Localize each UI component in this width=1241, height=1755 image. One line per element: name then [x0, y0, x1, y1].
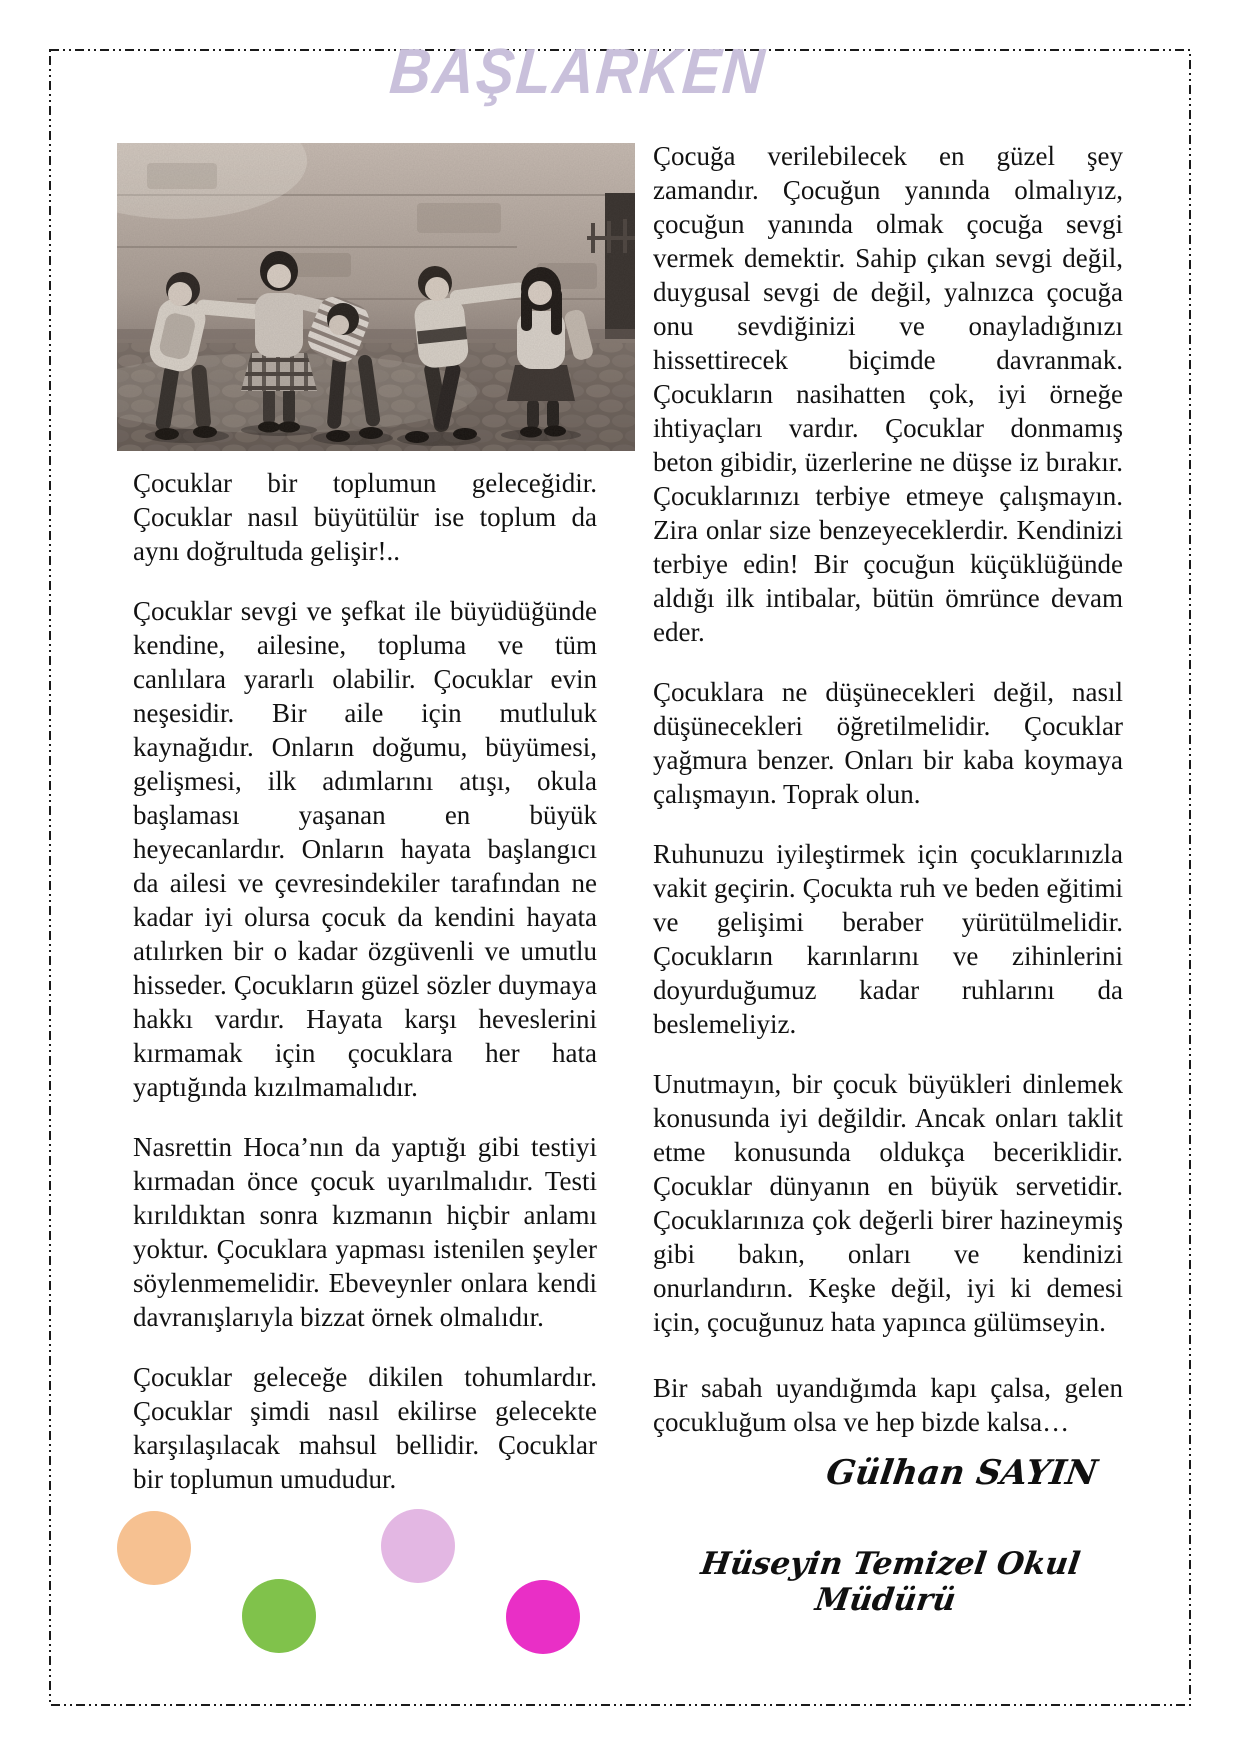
right-column [653, 139, 1123, 1465]
left-column [133, 466, 597, 1522]
principal-signature: Hüseyin Temizel Okul Müdürü [698, 1546, 1083, 1618]
decor-circle-orchid [381, 1509, 455, 1583]
page-title [0, 36, 1241, 108]
left-paragraph-1: Çocuklar bir toplumun geleceğidir. Çocuklar nasıl büyütülür ise toplum da aynı doğrultuda gelişir!.. [133, 468, 597, 566]
left-paragraph-2: Çocuklar sevgi ve şefkat ile büyüdüğünde kendine, ailesine, topluma ve tüm canlılara yararlı olabilir. Çocuklar evin neşesidir. Bir aile için mutluluk kaynağıdır. Onların doğumu, büyümesi, gelişmesi, ilk adımlarını atışı, okula başlaması yaşanan en büyük heyecanlardır. Onların hayata başlangıcı da ailesi ve çevresindekiler tarafından ne kadar iyi olursa çocuk da kendini hayata atılırken bir o kadar özgüvenli ve umutlu hisseder. Çocukların güzel sözler duymaya hakkı vardır. Hayata karşı heveslerini kırmamak için çocuklara her hata yaptığında kızılmamalıdır. [133, 596, 597, 1102]
left-paragraph-4: Çocuklar geleceğe dikilen tohumlardır. Çocuklar şimdi nasıl ekilirse gelecekte karşılaşılacak mahsul bellidir. Çocuklar bir toplumun umududur. [133, 1362, 597, 1494]
children-photo [117, 143, 635, 451]
left-paragraph-3: Nasrettin Hoca’nın da yaptığı gibi testiyi kırmadan önce çocuk uyarılmalıdır. Testi kırıldıktan sonra kızmanın hiçbir anlamı yoktur. Çocuklara yapması istenilen şeyler söylenmemelidir. Ebeveynler onlara kendi davranışlarıyla bizzat örnek olmalıdır. [133, 1132, 597, 1332]
decor-circle-magenta [506, 1580, 580, 1654]
right-paragraph-3: Ruhunuzu iyileştirmek için çocuklarınızla vakit geçirin. Çocukta ruh ve beden eğitimi ve gelişimi beraber yürütülmelidir. Çocukların karınlarını ve zihinlerini doyurduğumuz kadar ruhlarını da beslemeliyiz. [653, 839, 1123, 1039]
children-photo-illustration [117, 143, 635, 451]
right-paragraph-2: Çocuklara ne düşünecekleri değil, nasıl düşünecekleri öğretilmelidir. Çocuklar yağmura benzer. Onları bir kaba koymaya çalışmayın. Toprak olun. [653, 677, 1123, 809]
decor-circle-orange [117, 1511, 191, 1585]
author-signature: Gülhan SAYIN [823, 1453, 1100, 1493]
right-paragraph-4: Unutmayın, bir çocuk büyükleri dinlemek konusunda iyi değildir. Ancak onları taklit etme konusunda oldukça beceriklidir. Çocuklar dünyanın en büyük servetidir. Çocuklarınıza çok değerli birer hazineymiş gibi bakın, onları ve kendinizi onurlandırın. Keşke değil, iyi ki demesi için, çocuğunuz hata yapınca gülümseyin. [653, 1069, 1123, 1337]
right-paragraph-1: Çocuğa verilebilecek en güzel şey zamandır. Çocuğun yanında olmalıyız, çocuğun yanında olmak çocuğa sevgi vermek demektir. Sahip çıkan sevgi değil, duygusal sevgi de değil, yalnızca çocuğa onu sevdiğinizi ve onayladığınızı hissettirecek biçimde davranmak. Çocukların nasihatten çok, iyi örneğe ihtiyaçları vardır. Çocuklar donmamış beton gibidir, üzerlerine ne düşse iz bırakır. Çocuklarınızı terbiye etmeye çalışmayın. Zira onlar size benzeyeceklerdir. Kendinizi terbiye edin! Bir çocuğun küçüklüğünde aldığı ilk intibalar, bütün ömrünce devam eder. [653, 141, 1123, 647]
right-paragraph-5: Bir sabah uyandığımda kapı çalsa, gelen çocukluğum olsa ve hep bizde kalsa… [653, 1373, 1123, 1437]
photo-grain [117, 143, 635, 451]
decor-circle-green [242, 1579, 316, 1653]
page-title-text: BAŞLARKEN [386, 36, 769, 108]
